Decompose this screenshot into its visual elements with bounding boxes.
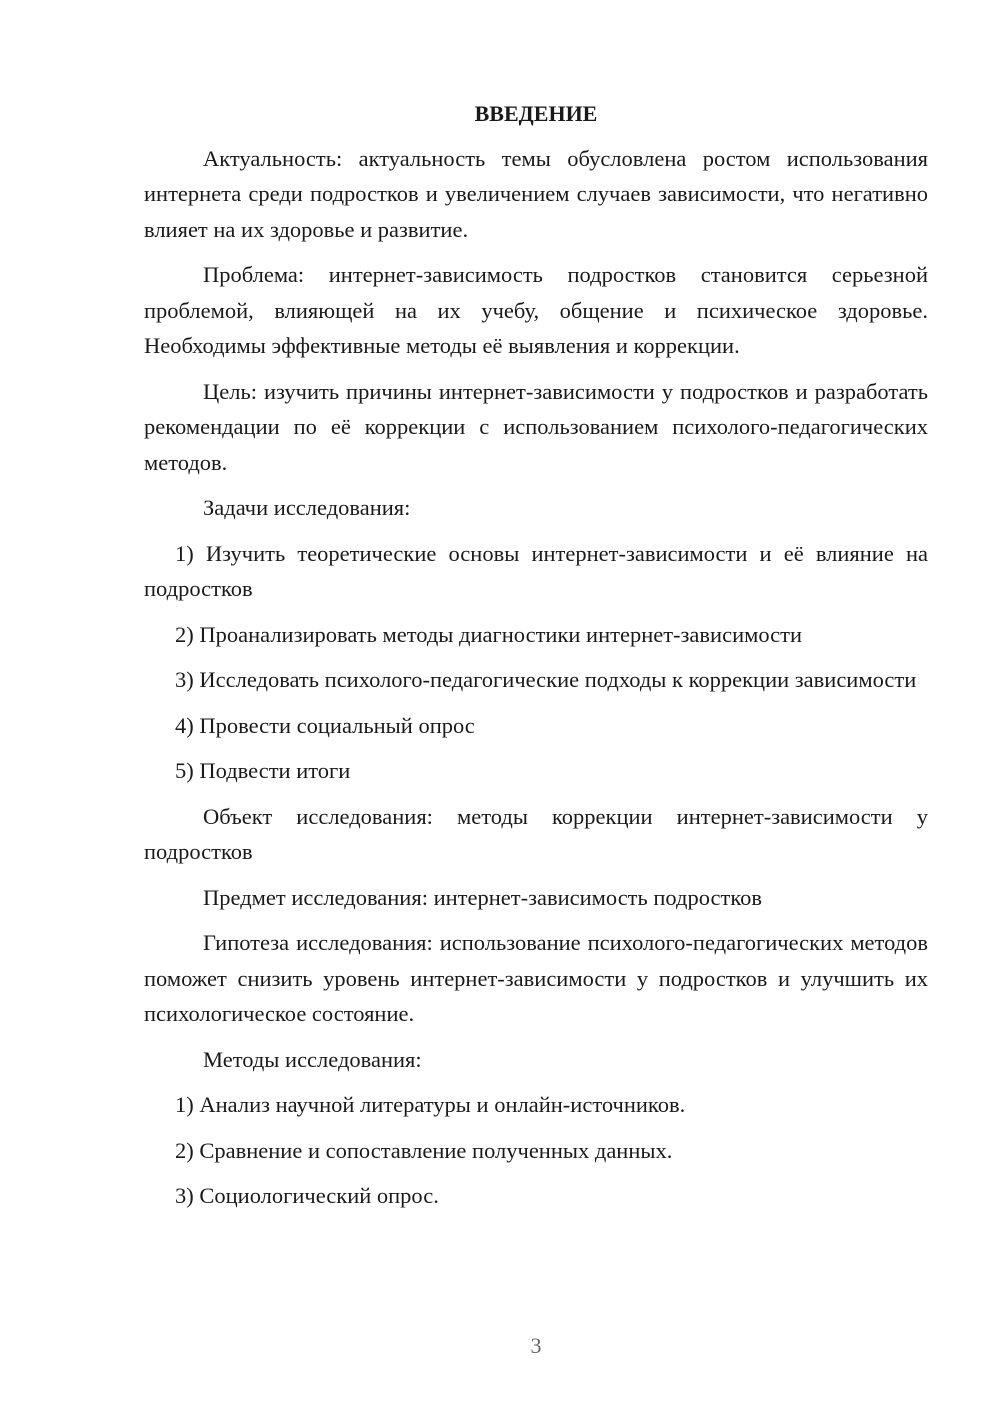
relevance-paragraph: Актуальность: актуальность темы обусловлена ростом использования интернета среди подростков и увеличением случаев зависимости, что негативно влияет на их здоровье и развитие.: [144, 145, 928, 242]
hypothesis-paragraph: Гипотеза исследования: использование психолого-педагогических методов поможет снизить уровень интернет-зависимости у подростков и улучшить их психологическое состояние.: [144, 930, 928, 1026]
method-item: 3) Социологический опрос.: [175, 1183, 439, 1208]
methods-title: Методы исследования:: [203, 1046, 422, 1072]
method-item: 1) Анализ научной литературы и онлайн-источников.: [175, 1092, 686, 1117]
task-item: 3) Исследовать психолого-педагогические подходы к коррекции зависимости: [175, 667, 917, 692]
tasks-title: Задачи исследования:: [203, 495, 411, 520]
section-heading: ВВЕДЕНИЕ: [474, 101, 598, 126]
subject-paragraph: Предмет исследования: интернет-зависимость подростков: [203, 884, 763, 910]
task-item: 2) Проанализировать методы диагностики интернет-зависимости: [175, 621, 803, 647]
goal-paragraph: Цель: изучить причины интернет-зависимости у подростков и разработать рекомендации по её коррекции с использованием психолого-педагогических методов.: [144, 378, 928, 475]
problem-paragraph: Проблема: интернет-зависимость подростков становится серьезной проблемой, влияющей на их учебу, общение и психическое здоровье. Необходимы эффективные методы её выявления и коррекции.: [144, 262, 928, 358]
task-item: 1) Изучить теоретические основы интернет-зависимости и её влияние на подростков: [144, 540, 928, 601]
task-item: 4) Провести социальный опрос: [175, 712, 475, 738]
page-number: 3: [530, 1333, 542, 1358]
method-item: 2) Сравнение и сопоставление полученных данных.: [175, 1137, 673, 1163]
page-content: [144, 96, 928, 1224]
object-paragraph: Объект исследования: методы коррекции интернет-зависимости у подростков: [144, 803, 928, 864]
task-item: 5) Подвести итоги: [175, 758, 351, 783]
